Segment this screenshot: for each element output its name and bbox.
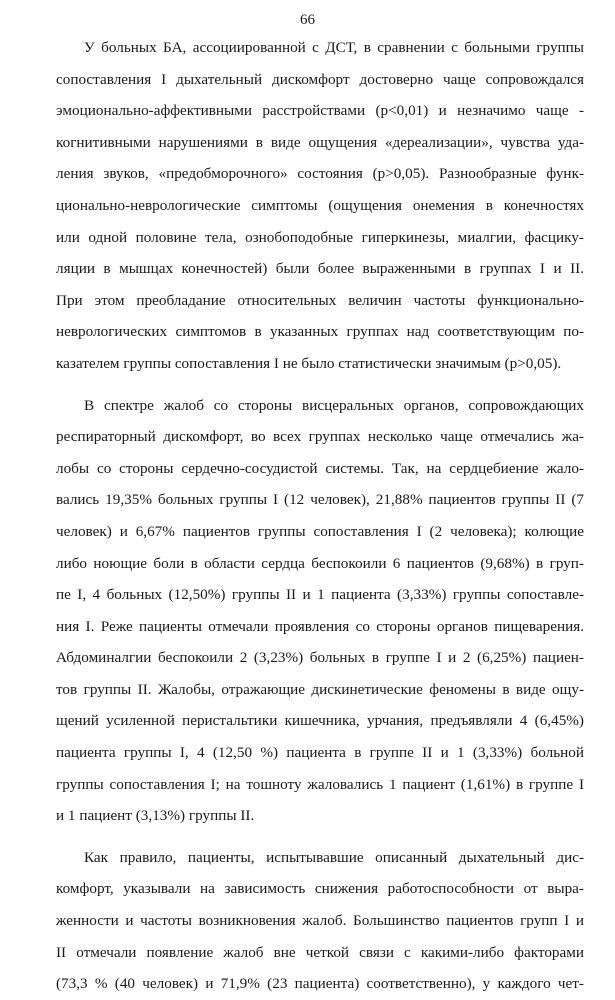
text-line: В спектре жалоб со стороны висцеральных органов, сопровождающих [84,396,584,414]
text-line: При этом преобладание относительных величин частоты функционально- [56,291,584,309]
paragraph-2 [56,390,584,832]
text-line: лобы со стороны сердечно-сосудистой системы. Так, на сердцебиение жало- [56,459,584,477]
text-line: (73,3 % (40 человек) и 71,9% (23 пациента) соответственно), у каждого чет- [56,975,584,993]
text-line: щений усиленной перистальтики кишечника, урчания, предъявляли 4 (6,45%) [56,712,584,730]
paragraph-gap [56,380,584,390]
page-number: 66 [300,12,315,28]
text-line: и 1 пациент (3,13%) группы II. [56,807,255,825]
text-line: ния I. Реже пациенты отмечали проявления со стороны органов пищеварения. [56,617,584,635]
document-body [56,32,584,1000]
text-line: У больных БА, ассоциированной с ДСТ, в сравнении с больными группы [84,39,584,56]
text-line: казателем группы сопоставления I не было статистически значимым (р>0,05). [56,354,562,372]
text-line: ционально-неврологические симптомы (ощущения онемения в конечностях [56,196,584,214]
text-line: неврологических симптомов в указанных группах над соответствующим по- [56,323,584,341]
text-line: когнитивными нарушениями в виде ощущения «дереализации», чувства уда- [56,133,584,151]
paragraph-3 [56,842,584,1000]
text-line: ляции в мышцах конечностей) были более выраженными в группах I и II. [56,260,584,278]
text-line: комфорт, указывали на зависимость снижения работоспособности от выра- [56,880,584,898]
text-line: сопоставления I дыхательный дискомфорт достоверно чаще сопровождался [56,70,584,88]
text-line: тов группы II. Жалобы, отражающие дискинетические феномены в виде ощу- [56,680,584,698]
text-line: группы сопоставления I; на тошноту жаловались 1 пациент (1,61%) в группе I [56,775,584,793]
text-line: вались 19,35% больных группы I (12 человек), 21,88% пациентов группы II (7 [56,491,584,509]
text-line: респираторный дискомфорт, во всех группах несколько чаще отмечались жа- [56,428,584,446]
text-line: пациента группы I, 4 (12,50 %) пациента в группе II и 1 (3,33%) больной [56,744,584,762]
paragraph-1 [56,32,584,380]
text-line: человек) и 6,67% пациентов группы сопоставления I (2 человека); колющие [56,522,584,540]
text-line: Как правило, пациенты, испытывавшие описанный дыхательный дис- [84,848,584,866]
text-line: Абдоминалгии беспокоили 2 (3,23%) больных в группе I и 2 (6,25%) пациен- [56,649,584,667]
paragraph-gap [56,832,584,842]
text-line: или одной половине тела, ознобоподобные гиперкинезы, миалгии, фасцику- [56,228,584,246]
text-line: либо ноющие боли в области сердца беспокоили 6 пациентов (9,68%) в груп- [56,554,584,572]
text-line: эмоционально-аффективными расстройствами (р<0,01) и незначимо чаще - [56,102,584,120]
text-line: II отмечали появление жалоб вне четкой связи с какими-либо факторами [56,943,584,961]
text-line: пе I, 4 больных (12,50%) группы II и 1 пациента (3,33%) группы сопоставле- [56,586,584,604]
text-line: ления звуков, «предобморочного» состояния (р>0,05). Разнообразные функ- [56,165,584,183]
text-line: женности и частоты возникновения жалоб. Большинство пациентов групп I и [56,912,584,930]
